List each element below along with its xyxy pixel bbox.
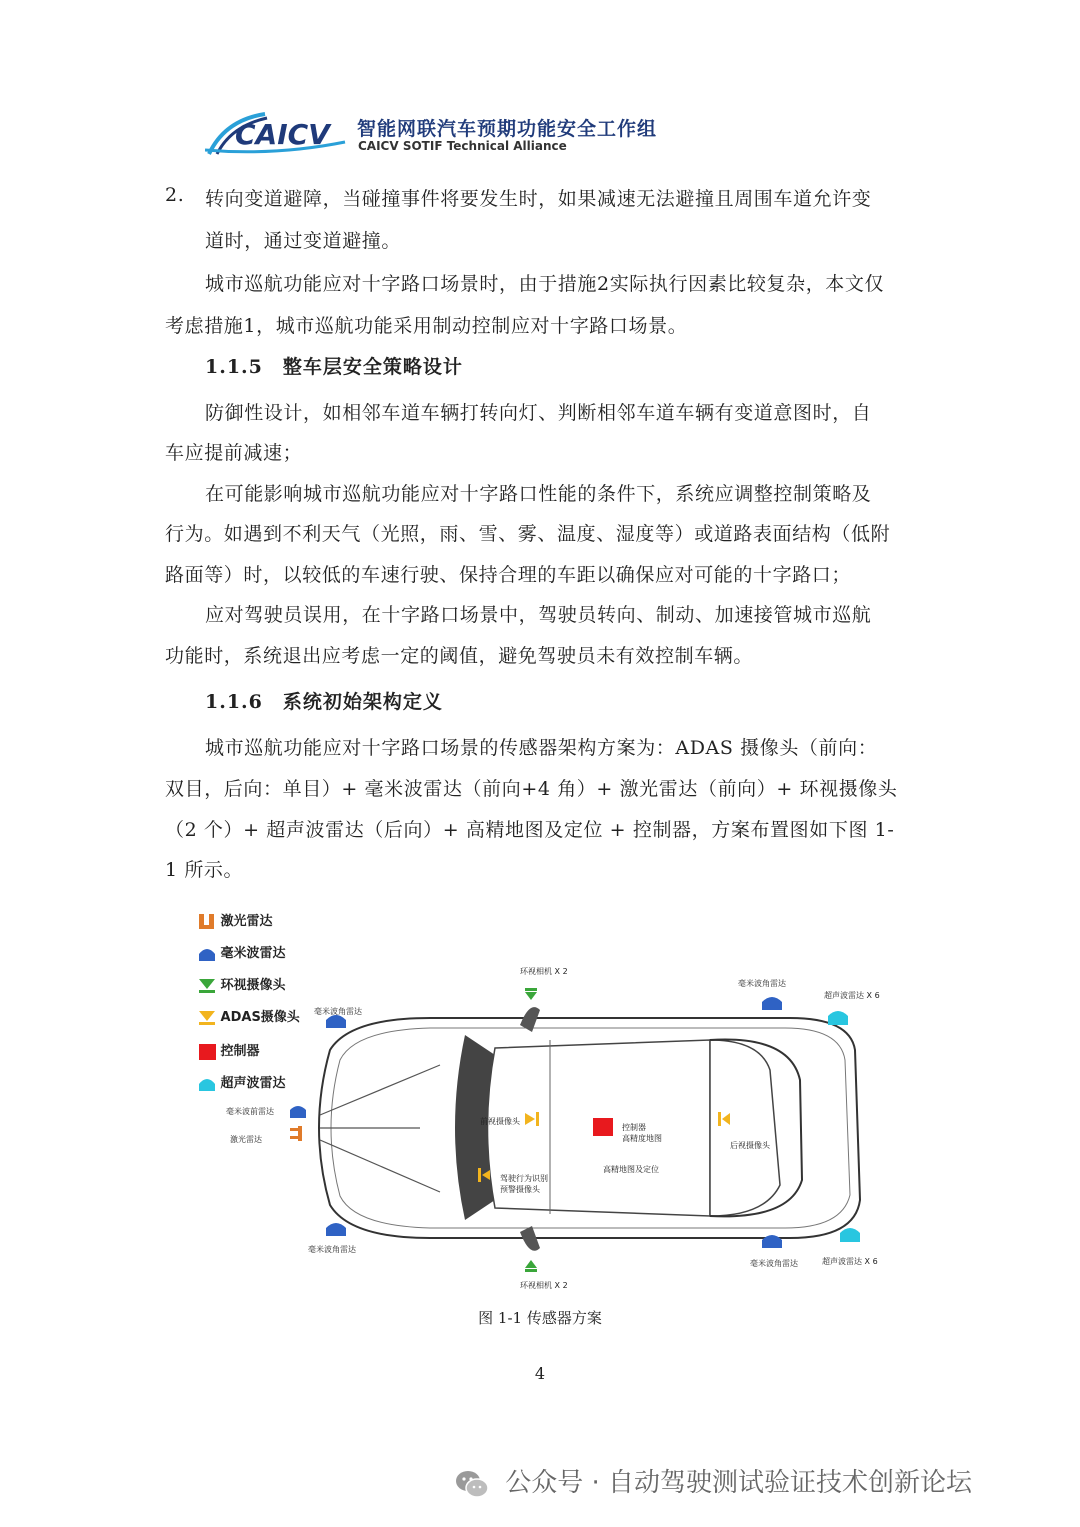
svg-text:超声波雷达 X 6: 超声波雷达 X 6 [822, 1257, 878, 1266]
paragraph-3-line-3: 路面等）时，以较低的车速行驶、保持合理的车距以确保应对可能的十字路口； [165, 564, 852, 586]
svg-text:后视摄像头: 后视摄像头 [730, 1141, 770, 1150]
item-2-line-2: 道时，通过变道避撞。 [205, 230, 402, 252]
figure-caption: 图 1-1 传感器方案 [478, 1309, 602, 1327]
paragraph-1-line-2: 考虑措施1，城市巡航功能采用制动控制应对十字路口场景。 [165, 315, 688, 337]
wechat-icon [455, 1469, 489, 1499]
svg-text:驾驶行为识别: 驾驶行为识别 [500, 1174, 548, 1183]
svg-text:毫米波角雷达: 毫米波角雷达 [314, 1007, 362, 1016]
svg-text:毫米波角雷达: 毫米波角雷达 [308, 1245, 356, 1254]
paragraph-1-line-1: 城市巡航功能应对十字路口场景时，由于措施2实际执行因素比较复杂，本文仅 [205, 273, 885, 295]
header-logo [205, 110, 685, 160]
sensor-layout-diagram [190, 900, 900, 1300]
wechat-watermark: 公众号 · 自动驾驶测试验证技术创新论坛 [455, 1462, 972, 1499]
caicv-logo-icon [205, 110, 350, 158]
section-heading-1-1-5: 1.1.5 整车层安全策略设计 [205, 356, 463, 378]
legend-surround-camera: 环视摄像头 [198, 974, 286, 994]
svg-text:毫米波角雷达: 毫米波角雷达 [738, 979, 786, 988]
paragraph-2-line-1: 防御性设计，如相邻车道车辆打转向灯、判断相邻车道车辆有变道意图时，自 [205, 402, 872, 424]
svg-text:环视相机 X 2: 环视相机 X 2 [520, 967, 568, 976]
legend-ultrasonic-radar: 超声波雷达 [198, 1072, 286, 1092]
svg-text:毫米波前雷达: 毫米波前雷达 [226, 1107, 274, 1116]
org-name-en: CAICV SOTIF Technical Alliance [358, 139, 567, 153]
paragraph-4-line-2: 功能时，系统退出应考虑一定的阈值，避免驾驶员未有效控制车辆。 [165, 645, 754, 667]
page-number: 4 [534, 1364, 546, 1383]
svg-text:环视相机 X 2: 环视相机 X 2 [520, 1281, 568, 1290]
item-2-number: 2. [165, 184, 185, 206]
legend-controller: 控制器 [198, 1040, 260, 1060]
legend-lidar: 激光雷达 [198, 910, 273, 930]
legend-adas-camera: ADAS摄像头 [198, 1006, 300, 1026]
paragraph-5-line-3: （2 个）+ 超声波雷达（后向）+ 高精地图及定位 + 控制器，方案布置图如下图 1- [165, 819, 895, 841]
paragraph-3-line-2: 行为。如遇到不利天气（光照，雨、雪、雾、温度、湿度等）或道路表面结构（低附 [165, 523, 891, 545]
svg-text:超声波雷达 X 6: 超声波雷达 X 6 [824, 991, 880, 1000]
svg-text:毫米波角雷达: 毫米波角雷达 [750, 1259, 798, 1268]
paragraph-4-line-1: 应对驾驶员误用，在十字路口场景中，驾驶员转向、制动、加速接管城市巡航 [205, 604, 872, 626]
svg-text:控制器: 控制器 [622, 1123, 646, 1132]
car-top-view [190, 900, 900, 1300]
svg-text:激光雷达: 激光雷达 [230, 1135, 262, 1144]
svg-text:CAICV: CAICV [235, 118, 330, 151]
paragraph-2-line-2: 车应提前减速； [165, 442, 303, 464]
svg-text:前视摄像头: 前视摄像头 [480, 1117, 520, 1126]
legend-mmwave-radar: 毫米波雷达 [198, 942, 286, 962]
paragraph-3-line-1: 在可能影响城市巡航功能应对十字路口性能的条件下，系统应调整控制策略及 [205, 483, 872, 505]
org-name-cn: 智能网联汽车预期功能安全工作组 [357, 118, 658, 140]
item-2-line-1: 转向变道避障，当碰撞事件将要发生时，如果减速无法避撞且周围车道允许变 [205, 188, 872, 210]
paragraph-5-line-2: 双目，后向：单目）+ 毫米波雷达（前向+4 角）+ 激光雷达（前向）+ 环视摄像头 [165, 778, 898, 800]
svg-text:预警摄像头: 预警摄像头 [500, 1185, 540, 1194]
svg-text:高精度地图: 高精度地图 [622, 1134, 662, 1143]
svg-text:高精地图及定位: 高精地图及定位 [603, 1165, 659, 1174]
paragraph-5-line-1: 城市巡航功能应对十字路口场景的传感器架构方案为：ADAS 摄像头（前向： [205, 737, 878, 759]
paragraph-5-line-4: 1 所示。 [165, 859, 244, 881]
section-heading-1-1-6: 1.1.6 系统初始架构定义 [205, 691, 443, 713]
